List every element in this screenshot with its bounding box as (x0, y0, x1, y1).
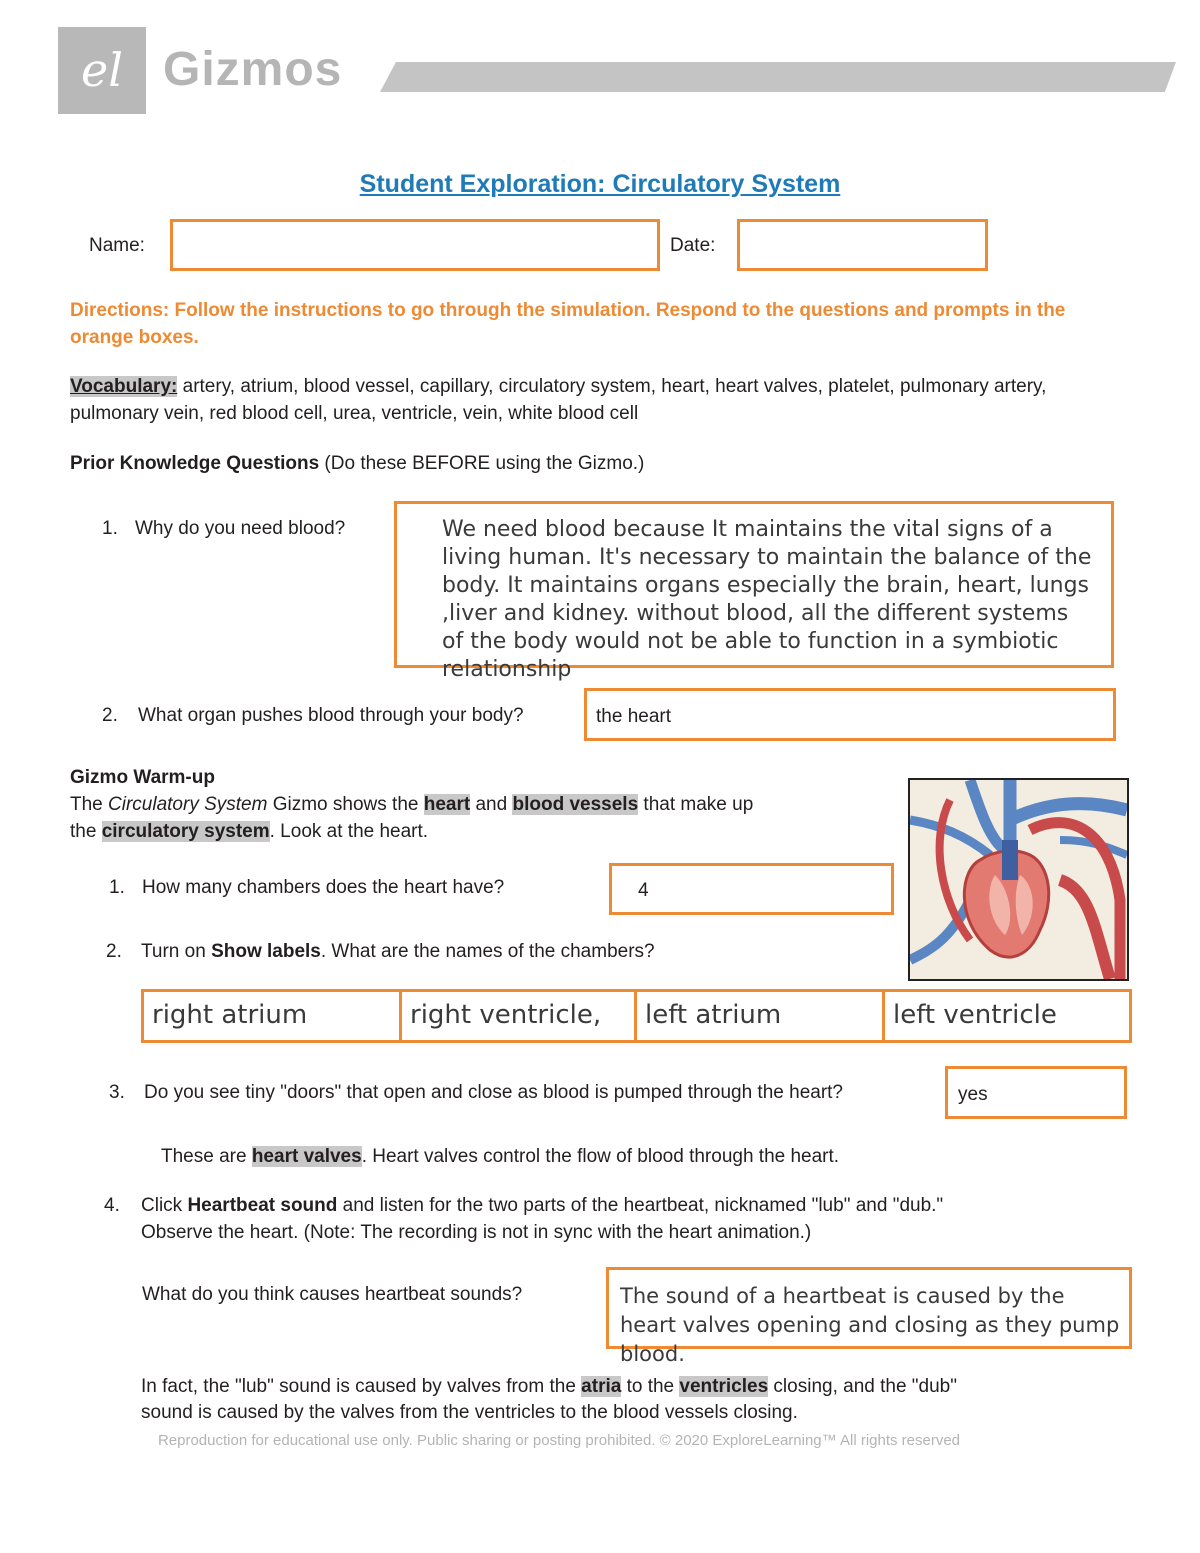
chamber-2: right ventricle, (410, 1000, 602, 1030)
prior-knowledge-heading: Prior Knowledge Questions (Do these BEFORE using the Gizmo.) (70, 453, 645, 474)
warmup-q1-answer-box[interactable] (609, 863, 894, 915)
warmup-q1-number: 1. (109, 877, 125, 898)
logo-badge (58, 27, 146, 114)
warmup-q4-answer-box[interactable] (606, 1267, 1132, 1366)
warmup-q1-question: How many chambers does the heart have? (142, 877, 505, 898)
warmup-intro-line2: the circulatory system. Look at the heart. (70, 821, 429, 842)
name-label: Name: (89, 235, 145, 256)
warmup-q4-line1: Click Heartbeat sound and listen for the two parts of the heartbeat, nicknamed "lub" and "dub." (141, 1195, 944, 1216)
warmup-q2-question: Turn on Show labels. What are the names of the chambers? (141, 941, 655, 962)
chamber-1: right atrium (152, 1000, 308, 1030)
warmup-q3-answer: yes (958, 1084, 988, 1105)
pk-q2-answer: the heart (596, 706, 671, 727)
pk-q2-question: What organ pushes blood through your body? (138, 705, 524, 726)
heart-illustration (908, 778, 1129, 981)
heart-valves-note: These are heart valves. Heart valves control the flow of blood through the heart. (161, 1146, 840, 1167)
directions: Directions: Follow the instructions to go through the simulation. Respond to the questions and prompts in the orange boxes. (70, 300, 1066, 348)
header-bar (380, 62, 1176, 92)
warmup-q4-answer: The sound of a heartbeat is caused by the heart valves opening and closing as they pump blood. (620, 1284, 1120, 1366)
warmup-q1-answer: 4 (638, 880, 649, 901)
pk-q2-answer-box[interactable] (584, 688, 1116, 741)
warmup-q4-line2: Observe the heart. (Note: The recording is not in sync with the heart animation.) (141, 1222, 812, 1243)
heart-icon (910, 780, 1127, 979)
chamber-4-box[interactable] (882, 989, 1132, 1043)
chamber-3-box[interactable] (634, 989, 885, 1043)
pk-q1-number: 1. (102, 518, 118, 539)
lub-dub-fact-line2: sound is caused by the valves from the ventricles to the blood vessels closing. (141, 1402, 798, 1423)
warmup-q4-number: 4. (104, 1195, 120, 1216)
brand-name: Gizmos (163, 43, 343, 96)
chamber-2-box[interactable] (399, 989, 637, 1043)
chamber-4: left ventricle (893, 1000, 1057, 1030)
logo-mark: el (81, 43, 123, 97)
chamber-3: left atrium (645, 1000, 782, 1030)
vocabulary-label: Vocabulary: (70, 376, 178, 397)
warmup-q4-question: What do you think causes heartbeat sounds? (142, 1284, 523, 1305)
chamber-1-box[interactable] (141, 989, 402, 1043)
page-title: Student Exploration: Circulatory System (359, 170, 841, 198)
footer-copyright: Reproduction for educational use only. Public sharing or posting prohibited. © 2020 ExploreLearning™ All rights reserved (157, 1432, 961, 1449)
date-field[interactable] (737, 219, 988, 271)
pk-q2-number: 2. (102, 705, 118, 726)
pk-q1-answer-box[interactable] (394, 501, 1114, 682)
date-label: Date: (670, 235, 716, 256)
warmup-q2-number: 2. (106, 941, 122, 962)
warmup-heading: Gizmo Warm-up (70, 767, 215, 788)
vocabulary-text: artery, atrium, blood vessel, capillary, circulatory system, heart, heart valves, platelet, pulmonary artery, pulmonary vein, red blood cell, urea, ventricle, vein, white blood cell (70, 376, 1047, 424)
pk-q1-answer: We need blood because It maintains the vital signs of a living human. It's necessary to maintain the balance of the body. It maintains organs especially the brain, heart, lungs ,liver and kidney. without blood, all the different systems of the body would not be able to function in a symbiotic relationship (442, 517, 1092, 682)
name-field[interactable] (170, 219, 660, 271)
warmup-intro-line1: The Circulatory System Gizmo shows the heart and blood vessels that make up (70, 794, 754, 815)
warmup-q3-question: Do you see tiny "doors" that open and close as blood is pumped through the heart? (144, 1082, 844, 1103)
pk-q1-question: Why do you need blood? (135, 518, 346, 539)
lub-dub-fact-line1: In fact, the "lub" sound is caused by valves from the atria to the ventricles closing, and the "dub" (141, 1376, 957, 1397)
warmup-q3-answer-box[interactable] (945, 1066, 1127, 1119)
warmup-q3-number: 3. (109, 1082, 125, 1103)
vocabulary (70, 373, 1130, 427)
